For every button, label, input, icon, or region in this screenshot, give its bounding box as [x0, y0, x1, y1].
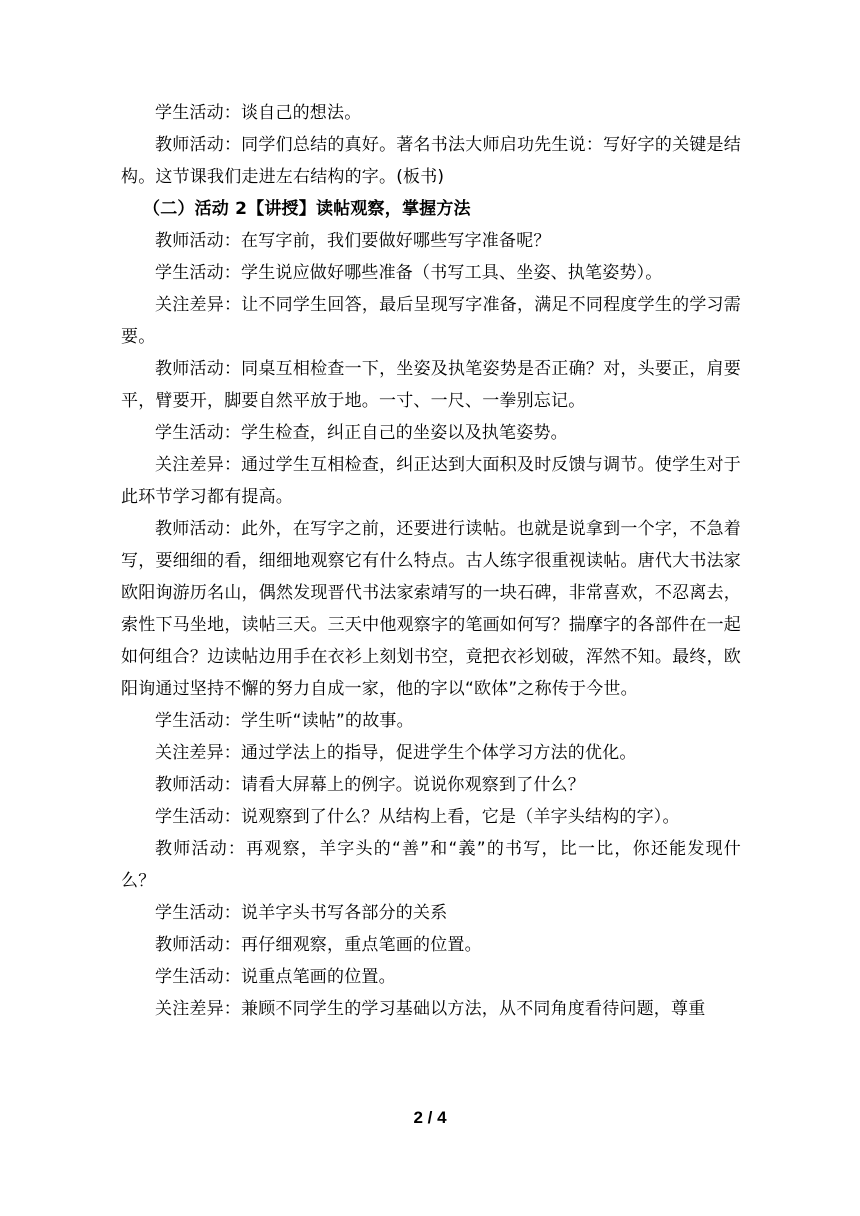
paragraph: 学生活动：说重点笔画的位置。 — [155, 967, 396, 987]
paragraph: 教师活动：此外，在写字之前，还要进行读帖。也就是说拿到一个字，不急着写，要细细的看，细细地观察它有什么特点。古人练字很重视读帖。唐代大书法家欧阳询游历名山，偶然发现晋代书法家索靖写的一块石碑，非常喜欢，不忍离去，索性下马坐地，读帖三天。三天中他观察字的笔画如何写？揣摩字的各部件在一起如何组合？边读帖边用手在衣衫上刻划书空，竟把衣衫划破，浑然不知。最终，欧阳询通过坚持不懈的努力自成一家，他的字以“欧体”之称传于今世。 — [121, 519, 741, 699]
paragraph: 教师活动：在写字前，我们要做好哪些写字准备呢？ — [155, 231, 551, 251]
paragraph: 学生活动：谈自己的想法。 — [155, 103, 362, 123]
paragraph: 教师活动：同桌互相检查一下，坐姿及执笔姿势是否正确？对，头要正，肩要平，臂要开，脚要自然平放于地。一寸、一尺、一拳别忘记。 — [121, 359, 741, 411]
paragraph: 学生活动：学生听“读帖”的故事。 — [155, 711, 414, 731]
paragraph: 教师活动：请看大屏幕上的例字。说说你观察到了什么？ — [155, 775, 585, 795]
paragraph: 学生活动：学生检查，纠正自己的坐姿以及执笔姿势。 — [155, 423, 568, 443]
paragraph: 学生活动：学生说应做好哪些准备（书写工具、坐姿、执笔姿势）。 — [155, 263, 663, 283]
paragraph: 教师活动：再观察，羊字头的“善”和“義”的书写，比一比，你还能发现什么？ — [121, 839, 741, 891]
paragraph: 关注差异：兼顾不同学生的学习基础以方法，从不同角度看待问题，尊重 — [155, 999, 706, 1019]
paragraph: 学生活动：说观察到了什么？从结构上看，它是（羊字头结构的字）。 — [155, 807, 680, 827]
paragraph: 学生活动：说羊字头书写各部分的关系 — [155, 903, 448, 923]
paragraph: 关注差异：让不同学生回答，最后呈现写字准备，满足不同程度学生的学习需要。 — [121, 295, 741, 347]
paragraph: 教师活动：再仔细观察，重点笔画的位置。 — [155, 935, 482, 955]
page-number: 2 / 4 — [413, 1108, 447, 1127]
paragraph: 关注差异：通过学法上的指导，促进学生个体学习方法的优化。 — [155, 743, 637, 763]
document-body — [121, 97, 741, 1025]
paragraph: 关注差异：通过学生互相检查，纠正达到大面积及时反馈与调节。使学生对于此环节学习都有提高。 — [121, 455, 741, 507]
section-heading: （二）活动 2【讲授】读帖观察，掌握方法 — [143, 199, 471, 219]
paragraph: 教师活动：同学们总结的真好。著名书法大师启功先生说：写好字的关键是结构。这节课我们走进左右结构的字。(板书) — [121, 135, 741, 187]
